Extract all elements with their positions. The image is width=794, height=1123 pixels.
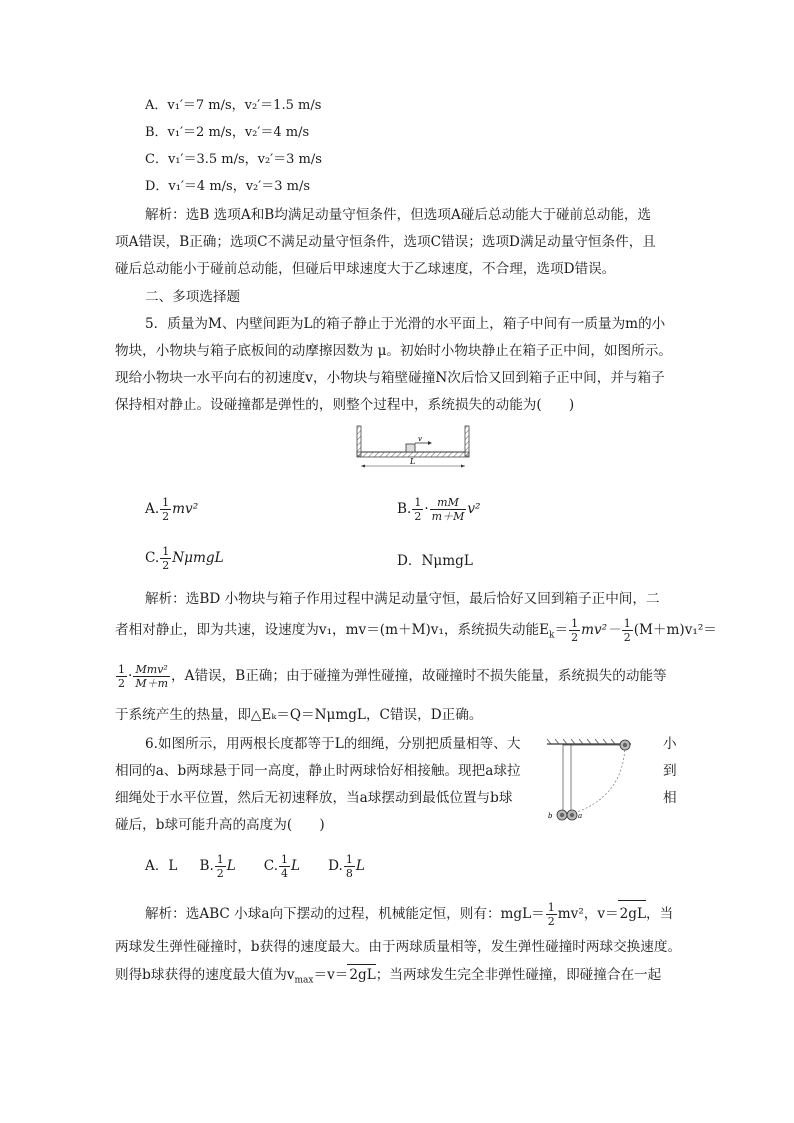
v-label: v [418, 435, 422, 443]
q4-option-c: C．v₁′＝3.5 m/s，v₂′＝3 m/s [145, 152, 322, 167]
q5-option-c: C. $\frac{1}{2}$ NμmgL [145, 545, 224, 572]
q6-option-a: A．L [145, 858, 178, 874]
small-block [406, 444, 415, 452]
section-title: 二、多项选择题 [145, 289, 241, 305]
q6-analysis-line: 则得b球获得的速度最大值为$v_{max}=v=2gL$；当两球发生完全非弹性碰撞，即碰撞合在一起 [115, 964, 661, 991]
q6-stem-line-tail: 相 [663, 790, 677, 806]
q6-option-d: D. $\frac{1}{8}$ L [328, 853, 365, 880]
q5-stem-line: 5．质量为M、内壁间距为L的箱子静止于光滑的水平面上，箱子中间有一质量为m的小 [145, 316, 666, 332]
ball-b-label: b [548, 812, 553, 820]
q5-option-b: B. $\frac{1}{2}$ · $\frac{mM}{m+M}$ v² [397, 496, 481, 523]
q6-option-c: C. $\frac{1}{4}$ L [263, 853, 301, 880]
q5-analysis-line: 于系统产生的热量，即△Eₖ＝Q＝NμmgL，C错误，D正确。 [115, 707, 483, 723]
q6-stem-line: 细绳处于水平位置，然后无初速释放，当a球摆动到最低位置与b球 [115, 790, 513, 806]
q4-analysis-line: 碰后总动能小于碰前总动能，但碰后甲球速度大于乙球速度，不合理，选项D错误。 [115, 261, 616, 277]
l-label: L [410, 457, 416, 466]
q6-analysis-line: 解析：选ABC 小球a向下摆动的过程，机械能定恒，则有：mgL＝ $\frac{1}{2}$ mv²，v＝2gL，当 [145, 901, 674, 928]
swing-arc [571, 746, 625, 814]
q6-stem-line: 6.如图所示，用两根长度都等于L的细绳，分别把质量相等、大 [145, 736, 521, 752]
q5-option-d: D．NμmgL [397, 553, 473, 569]
box-figure [352, 422, 474, 474]
q5-analysis-line: $\frac{1}{2}$ · $\frac{\text{Mmv²}}{M+m}$ ，A错误，B正确；由于碰撞为弹性碰撞，故碰撞时不损失能量，系统损失的动能等 [118, 663, 667, 690]
q5-stem-line: 现给小物块一水平向右的初速度v，小物块与箱壁碰撞N次后恰又回到箱子正中间，并与箱子 [115, 370, 665, 386]
pendulum-figure [545, 734, 635, 824]
q6-stem-line-tail: 小 [663, 736, 677, 752]
q6-stem-line: 碰后，b球可能升高的高度为( ) [115, 817, 325, 833]
q6-options [145, 853, 365, 880]
ball-a-label: a [578, 812, 583, 820]
ceiling [547, 739, 631, 744]
q6-option-b: B. $\frac{1}{2}$ L [199, 853, 236, 880]
q4-option-b: B．v₁′＝2 m/s，v₂′＝4 m/s [145, 125, 310, 140]
q5-stem-line: 物块，小物块与箱子底板间的动摩擦因数为 μ。初始时小物块静止在箱子正中间，如图所示。 [115, 343, 672, 359]
q5-analysis-line: 者相对静止，即为共速，设速度为v₁，mv＝(m＋M)v₁，系统损失动能$E_k=$ $\frac{1}{2}$ mv²－ $\frac{1}{2}$ (M＋m)v₁²＝ [115, 617, 717, 644]
q5-option-a: A. $\frac{1}{2}$ mv² [145, 496, 199, 523]
ball-b [567, 810, 577, 820]
q6-stem-line-tail: 到 [663, 763, 677, 779]
ball-a-top [620, 740, 630, 750]
q6-analysis-line: 两球发生弹性碰撞时，b获得的速度最大。由于两球质量相等，发生弹性碰撞时两球交换速度。 [115, 939, 682, 955]
q4-option-d: D．v₁′＝4 m/s，v₂′＝3 m/s [145, 179, 311, 194]
q5-analysis-line: 解析：选BD 小物块与箱子作用过程中满足动量守恒，最后恰好又回到箱子正中间，二 [145, 591, 660, 607]
q4-analysis-line: 解析：选B 选项A和B均满足动量守恒条件，但选项A碰后总动能大于碰前总动能，选 [145, 207, 652, 223]
q6-stem-line: 相同的a、b两球悬于同一高度，静止时两球恰好相接触。现把a球拉 [115, 763, 521, 779]
q4-option-a: A．v₁′＝7 m/s，v₂′＝1.5 m/s [145, 98, 322, 113]
q5-stem-line: 保持相对静止。设碰撞都是弹性的，则整个过程中，系统损失的动能为( ) [115, 397, 575, 413]
ball-a-bottom [557, 810, 567, 820]
q4-analysis-line: 项A错误，B正确；选项C不满足动量守恒条件，选项C错误；选项D满足动量守恒条件，且 [115, 234, 656, 250]
